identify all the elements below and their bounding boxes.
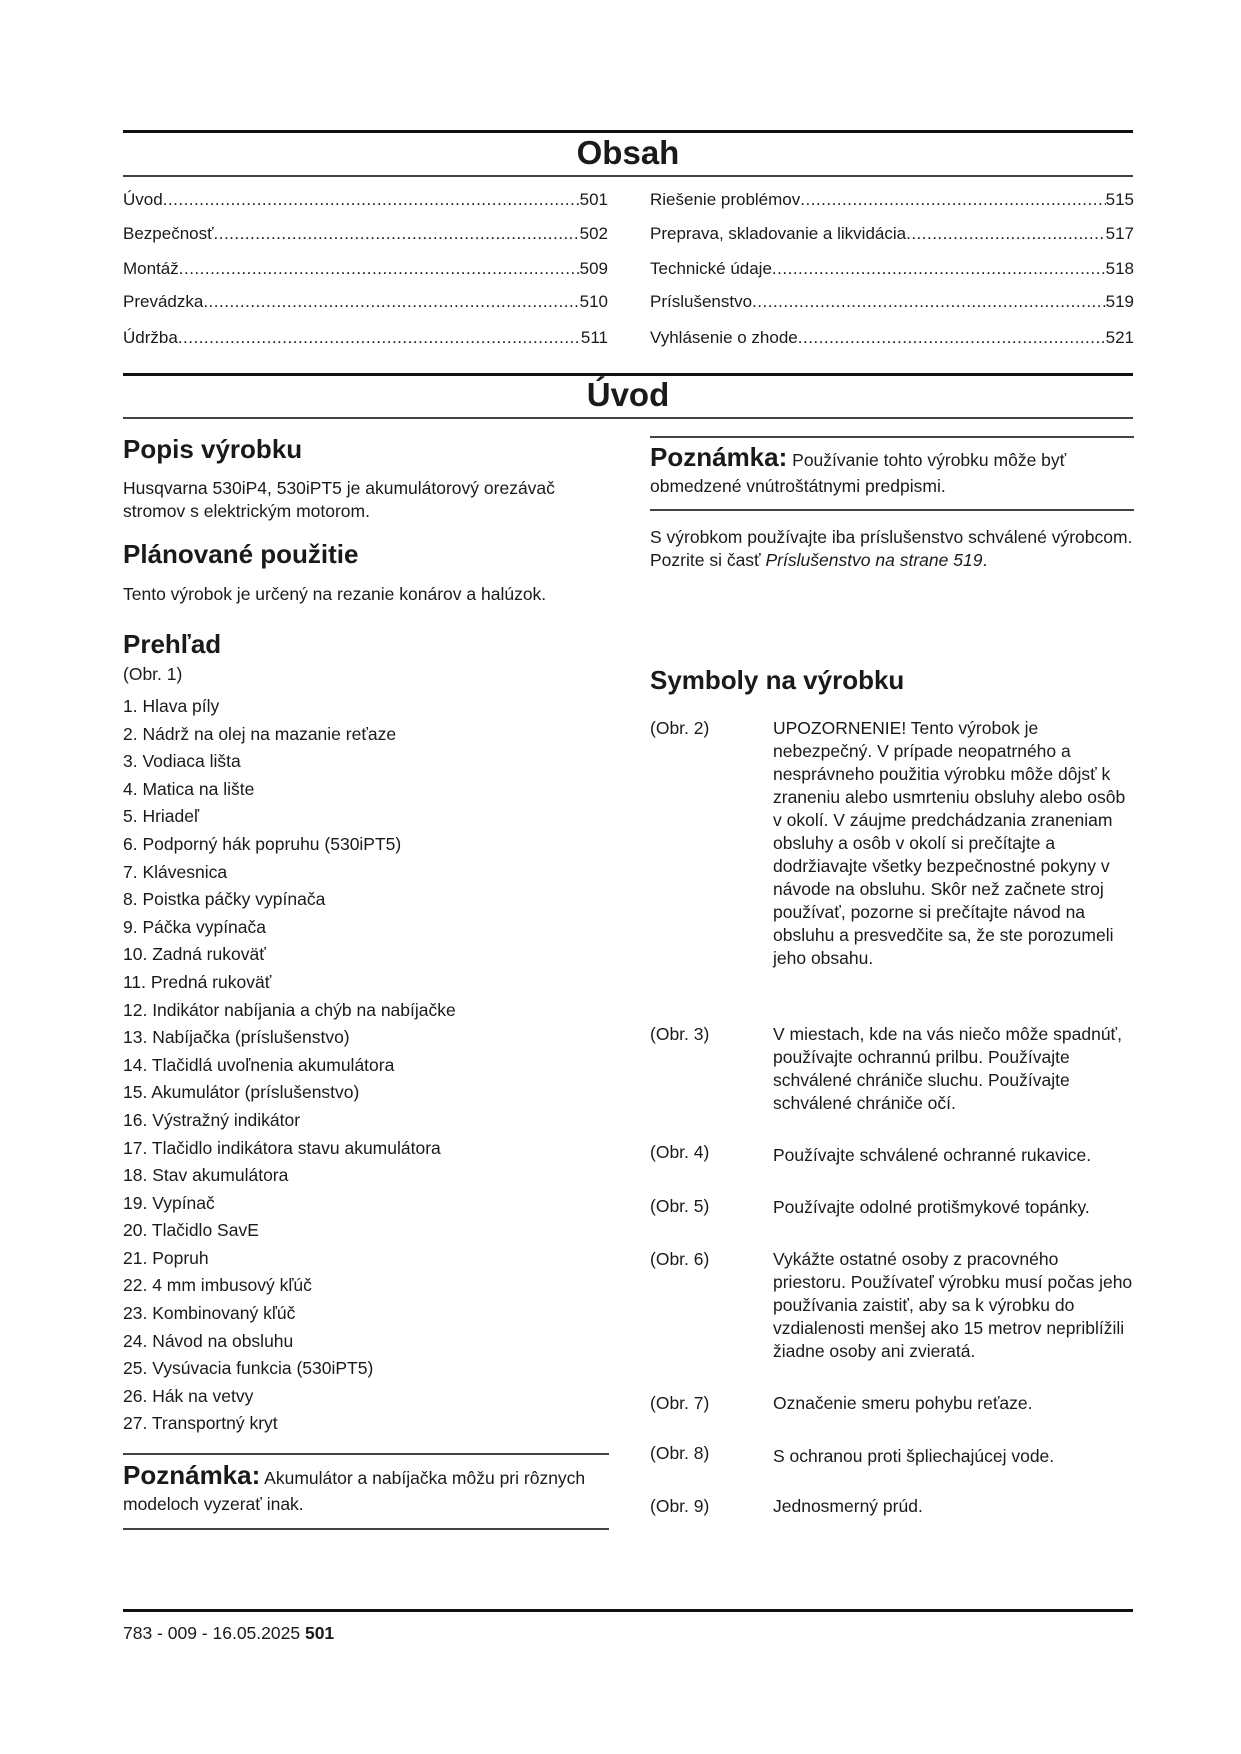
- symbol-text: Používajte schválené ochranné rukavice.: [773, 1145, 1092, 1165]
- list-item: 12. Indikátor nabíjania a chýb na nabíjačke: [123, 999, 456, 1020]
- toc-page: 517: [1105, 224, 1134, 243]
- toc-leader: [203, 291, 579, 313]
- symbol-text: V miestach, kde na vás niečo môže spadnúť, používajte ochrannú prilbu. Používajte schválené chrániče sluchu. Používajte schválené chrániče očí.: [773, 1024, 1122, 1113]
- toc-leader: [752, 291, 1106, 313]
- page-number: 501: [304, 1623, 335, 1643]
- toc-leader: [772, 258, 1106, 280]
- toc-label: Údržba: [123, 328, 178, 347]
- toc-leader: [179, 258, 580, 280]
- note-left: [123, 1462, 608, 1517]
- intended-use-text: Tento výrobok je určený na rezanie konárov a halúzok.: [123, 584, 547, 604]
- toc-leader: [800, 189, 1105, 211]
- list-item: 3. Vodiaca lišta: [123, 751, 241, 772]
- accessories-text: [650, 526, 1134, 572]
- toc-leader: [798, 327, 1106, 349]
- toc-page: 502: [579, 224, 608, 243]
- symbol-ref: (Obr. 2): [650, 718, 710, 738]
- toc-item[interactable]: [650, 189, 1134, 211]
- list-item: 5. Hriadeľ: [123, 806, 200, 827]
- list-item: 21. Popruh: [123, 1247, 209, 1268]
- note-right-bottom-rule: [650, 509, 1134, 511]
- list-item: 14. Tlačidlá uvoľnenia akumulátora: [123, 1054, 395, 1075]
- symbol-text: Používajte odolné protišmykové topánky.: [773, 1197, 1090, 1217]
- toc-label: Preprava, skladovanie a likvidácia: [650, 224, 907, 243]
- intro-title: Úvod: [586, 376, 670, 413]
- list-item: 15. Akumulátor (príslušenstvo): [123, 1082, 360, 1103]
- toc-page: 519: [1105, 292, 1134, 311]
- intro-title-rule: [123, 417, 1133, 419]
- toc-page: 501: [579, 190, 608, 209]
- accessories-link[interactable]: Príslušenstvo na strane 519: [765, 550, 983, 570]
- list-item: 19. Vypínač: [123, 1192, 215, 1213]
- list-item: 13. Nabíjačka (príslušenstvo): [123, 1027, 350, 1048]
- note-right: [650, 444, 1134, 499]
- note-right-label: Poznámka:: [650, 442, 788, 472]
- symbol-text: Vykážte ostatné osoby z pracovného priestoru. Používateľ výrobku musí počas jeho používania zaistiť, aby sa k výrobku do vzdialenosti menšej ako 15 metrov nepriblížili žiadne osoby ani zvieratá.: [773, 1249, 1133, 1361]
- symbol-ref: (Obr. 8): [650, 1443, 710, 1463]
- toc-item[interactable]: [123, 291, 608, 313]
- list-item: 20. Tlačidlo SavE: [123, 1220, 259, 1241]
- symbol-ref: (Obr. 7): [650, 1393, 710, 1413]
- symbols-heading: Symboly na výrobku: [650, 665, 905, 695]
- overview-ref: (Obr. 1): [123, 664, 183, 684]
- toc-page: 510: [579, 292, 608, 311]
- list-item: 24. Návod na obsluhu: [123, 1330, 294, 1351]
- toc-item[interactable]: [650, 327, 1134, 349]
- list-item: 17. Tlačidlo indikátora stavu akumulátora: [123, 1137, 441, 1158]
- list-item: 16. Výstražný indikátor: [123, 1109, 301, 1130]
- overview-list: [123, 694, 456, 1439]
- toc-label: Príslušenstvo: [650, 292, 753, 311]
- product-description-text: Husqvarna 530iP4, 530iPT5 je akumulátorový orezávač stromov s elektrickým motorom.: [123, 478, 555, 521]
- symbol-text: Jednosmerný prúd.: [773, 1496, 923, 1516]
- toc-label: Úvod: [123, 190, 163, 209]
- toc-item[interactable]: [650, 258, 1134, 280]
- list-item: 11. Predná rukoväť: [123, 971, 272, 992]
- footer-code: 783 - 009 - 16.05.2025: [123, 1623, 301, 1643]
- list-item: 25. Vysúvacia funkcia (530iPT5): [123, 1358, 374, 1379]
- symbol-ref: (Obr. 4): [650, 1142, 710, 1162]
- list-item: 27. Transportný kryt: [123, 1413, 278, 1434]
- intended-use-heading: Plánované použitie: [123, 539, 359, 569]
- symbol-ref: (Obr. 6): [650, 1249, 710, 1269]
- toc-label: Riešenie problémov: [650, 190, 801, 209]
- list-item: 22. 4 mm imbusový kľúč: [123, 1275, 312, 1296]
- toc-page: 521: [1105, 328, 1134, 347]
- list-item: 7. Klávesnica: [123, 861, 228, 882]
- symbol-text: UPOZORNENIE! Tento výrobok je nebezpečný. V prípade neopatrného a nesprávneho použitia výrobku môže dôjsť k zraneniu alebo usmrteniu obsluhy alebo osôb v okolí. V záujme predchádzania zraneniam obsluhy a osôb v okolí si prečítajte a dodržiavajte všetky bezpečnostné pokyny v návode na obsluhu. Skôr než začnete stroj používať, pozorne si prečítajte návod na obsluhu a presvedčite sa, že ste porozumeli jeho obsahu.: [773, 718, 1126, 968]
- toc-page: 511: [580, 328, 608, 347]
- accessories-end: .: [982, 550, 988, 570]
- list-item: 23. Kombinovaný kľúč: [123, 1303, 296, 1324]
- contents-title: Obsah: [576, 134, 680, 171]
- toc-page: 518: [1105, 259, 1134, 278]
- list-item: 4. Matica na lište: [123, 778, 255, 799]
- note-left-bottom-rule: [123, 1528, 609, 1530]
- toc-item[interactable]: [123, 189, 608, 211]
- accessories-sentence: S výrobkom používajte iba príslušenstvo schválené výrobcom. Pozrite si časť: [650, 527, 1133, 570]
- toc-item[interactable]: [123, 223, 608, 245]
- list-item: 18. Stav akumulátora: [123, 1165, 289, 1186]
- overview-heading: Prehľad: [123, 629, 222, 659]
- toc-leader: [178, 327, 581, 349]
- list-item: 2. Nádrž na olej na mazanie reťaze: [123, 723, 397, 744]
- list-item: 10. Zadná rukoväť: [123, 944, 266, 965]
- toc-page: 509: [579, 259, 608, 278]
- note-left-top-rule: [123, 1453, 609, 1455]
- list-item: 8. Poistka páčky vypínača: [123, 889, 326, 910]
- note-right-text: Používanie tohto výrobku môže byť obmedzené vnútroštátnymi predpismi.: [650, 450, 1067, 496]
- toc-label: Bezpečnosť: [123, 224, 214, 243]
- toc-label: Montáž: [123, 259, 179, 278]
- toc-page: 515: [1105, 190, 1134, 209]
- toc-item[interactable]: [650, 291, 1134, 313]
- toc-label: Technické údaje: [650, 259, 772, 278]
- note-right-top-rule: [650, 436, 1134, 438]
- list-item: 9. Páčka vypínača: [123, 916, 266, 937]
- toc-leader: [163, 189, 580, 211]
- note-left-label: Poznámka:: [123, 1460, 261, 1490]
- symbol-ref: (Obr. 5): [650, 1196, 710, 1216]
- symbol-ref: (Obr. 3): [650, 1024, 710, 1044]
- symbol-text: Označenie smeru pohybu reťaze.: [773, 1393, 1033, 1413]
- toc-item[interactable]: [123, 258, 608, 280]
- footer-rule: [123, 1609, 1133, 1612]
- toc-leader: [214, 223, 580, 245]
- toc-label: Vyhlásenie o zhode: [650, 328, 798, 347]
- symbol-text: S ochranou proti špliechajúcej vode.: [773, 1446, 1055, 1466]
- toc-item[interactable]: [123, 327, 608, 349]
- list-item: 26. Hák na vetvy: [123, 1385, 254, 1406]
- footer: [123, 1623, 334, 1644]
- note-left-text: Akumulátor a nabíjačka môžu pri rôznych modeloch vyzerať inak.: [123, 1468, 586, 1514]
- product-description-heading: Popis výrobku: [123, 434, 303, 464]
- toc-item[interactable]: [650, 223, 1134, 245]
- toc-leader: [906, 223, 1106, 245]
- toc-label: Prevádzka: [123, 292, 204, 311]
- list-item: 1. Hlava píly: [123, 696, 220, 716]
- list-item: 6. Podporný hák popruhu (530iPT5): [123, 833, 402, 854]
- symbol-ref: (Obr. 9): [650, 1496, 710, 1516]
- contents-title-rule: [123, 175, 1133, 177]
